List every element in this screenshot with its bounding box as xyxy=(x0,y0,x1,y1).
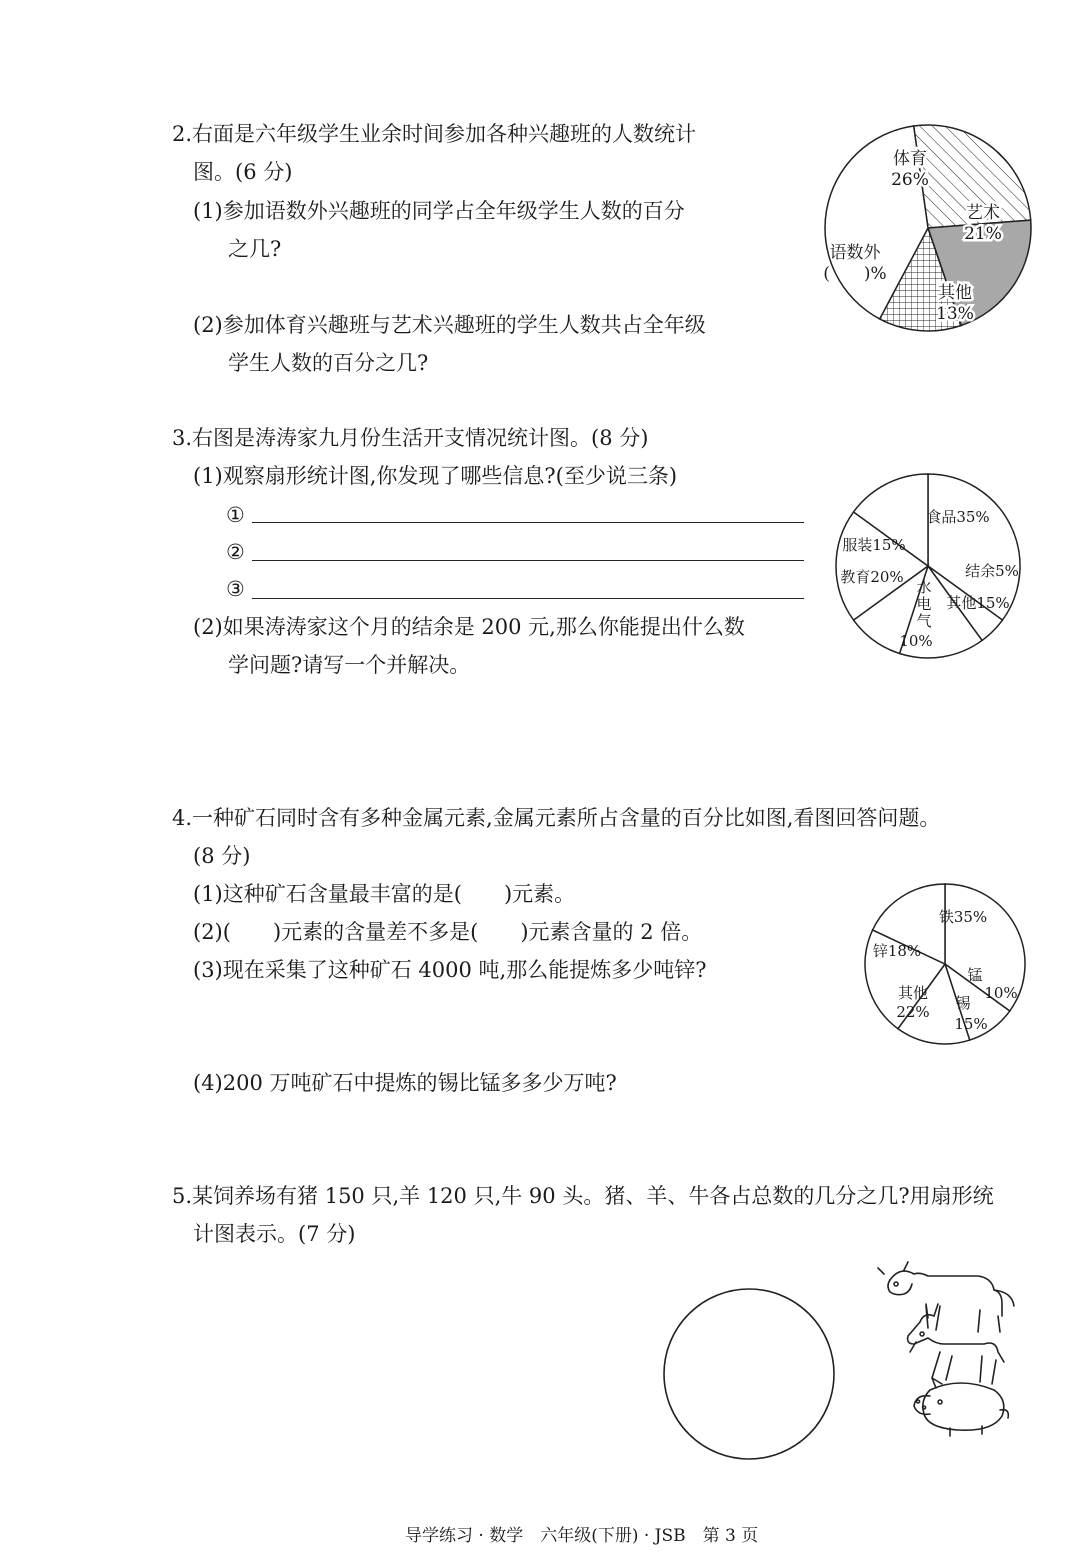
pie-label-2: 锰 xyxy=(967,966,983,984)
pie-label-4-char-1: 水 xyxy=(916,578,932,596)
pie-label-1: 食品35% xyxy=(926,508,990,526)
interest-class-pie xyxy=(815,98,1040,360)
pie-value-2: 21% xyxy=(964,224,1002,244)
q4-sub1: (1)这种矿石含量最丰富的是( )元素。 xyxy=(193,882,576,906)
q2-sub2-line1: (2)参加体育兴趣班与艺术兴趣班的学生人数共占全年级 xyxy=(193,313,706,337)
pie-label-1: 铁35% xyxy=(938,908,988,926)
q4-sub4: (4)200 万吨矿石中提炼的锡比锰多多少万吨? xyxy=(193,1071,617,1095)
pie-label-4: 其他 xyxy=(897,984,929,1002)
pie-label-4-char-2: 电 xyxy=(916,595,932,613)
q5-title-line2: 计图表示。(7 分) xyxy=(193,1222,356,1246)
q3-title: 3.右图是涛涛家九月份生活开支情况统计图。(8 分) xyxy=(172,426,649,450)
q5-title-line1: 5.某饲养场有猪 150 只,羊 120 只,牛 90 头。猪、羊、牛各占总数的几分之几?用扇形统 xyxy=(172,1184,994,1208)
pie-label-3: 锡 xyxy=(955,994,971,1012)
blank-pie-circle[interactable] xyxy=(660,1285,840,1465)
q3-answer-line-2[interactable] xyxy=(252,560,804,561)
q3-sub2-line1: (2)如果涛涛家这个月的结余是 200 元,那么你能提出什么数 xyxy=(193,615,745,639)
q3-marker-1: ① xyxy=(226,503,245,527)
pie-label-4: 语数外 xyxy=(829,243,881,263)
pie-label-2: 艺术 xyxy=(966,203,1000,223)
pie-value-4: 22% xyxy=(896,1003,930,1021)
pie-label-3: 其他 xyxy=(938,283,972,303)
q2-title-line2: 图。(6 分) xyxy=(193,160,293,184)
pie-label-5: 教育20% xyxy=(840,568,904,586)
pie-value-3: 15% xyxy=(954,1015,988,1033)
pie-value-3: 13% xyxy=(936,304,974,324)
cow-goat-pig-icon xyxy=(870,1260,1030,1440)
q2-sub2-line2: 学生人数的百分之几? xyxy=(228,351,429,375)
q3-marker-2: ② xyxy=(226,540,245,564)
pie-label-4-char-3: 气 xyxy=(916,612,932,630)
q2-sub1-line1: (1)参加语数外兴趣班的同学占全年级学生人数的百分 xyxy=(193,199,685,223)
q3-sub1: (1)观察扇形统计图,你发现了哪些信息?(至少说三条) xyxy=(193,464,678,488)
pie-label-2: 结余5% xyxy=(965,562,1019,580)
q4-sub2: (2)( )元素的含量差不多是( )元素含量的 2 倍。 xyxy=(193,920,703,944)
pie-label-6: 服装15% xyxy=(842,536,906,554)
pie-value-4: 10% xyxy=(899,632,933,650)
monthly-expense-pie xyxy=(828,470,1030,662)
pie-value-1: 26% xyxy=(891,170,929,190)
page-footer: 导学练习 · 数学 六年级(下册) · JSB 第 3 页 xyxy=(405,1526,759,1546)
ore-metal-pie xyxy=(855,880,1035,1050)
pie-label-3: 其他15% xyxy=(946,594,1010,612)
q3-marker-3: ③ xyxy=(226,577,245,601)
q2-sub1-line2: 之几? xyxy=(228,237,282,261)
q4-title-line1: 4.一种矿石同时含有多种金属元素,金属元素所占含量的百分比如图,看图回答问题。 xyxy=(172,806,941,830)
q3-answer-line-1[interactable] xyxy=(252,522,804,523)
pie-value-2: 10% xyxy=(984,984,1018,1002)
q3-answer-line-3[interactable] xyxy=(252,598,804,599)
q4-title-line2: (8 分) xyxy=(193,844,251,868)
q3-sub2-line2: 学问题?请写一个并解决。 xyxy=(228,653,471,677)
pie-value-4: ( )% xyxy=(823,264,887,284)
q4-sub3: (3)现在采集了这种矿石 4000 吨,那么能提炼多少吨锌? xyxy=(193,958,707,982)
pie-label-1: 体育 xyxy=(893,149,927,169)
pie-label-5: 锌18% xyxy=(872,942,922,960)
q2-title-line1: 2.右面是六年级学生业余时间参加各种兴趣班的人数统计 xyxy=(172,122,697,146)
